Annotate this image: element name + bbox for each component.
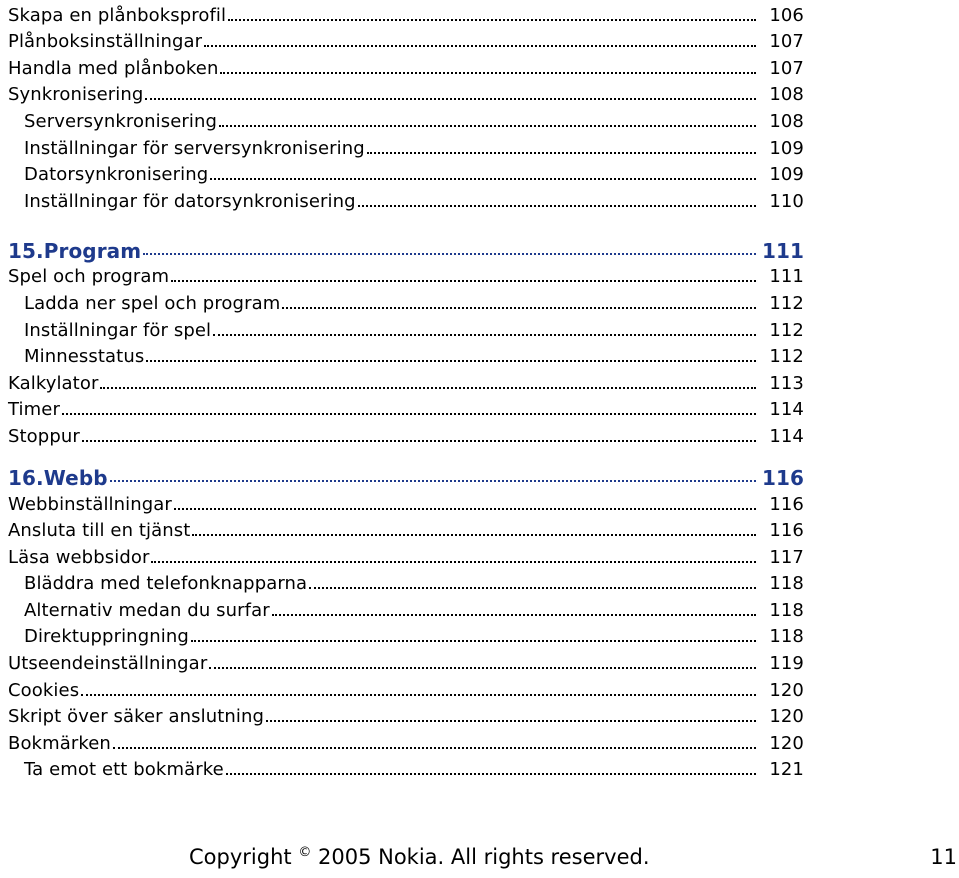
toc-entry-page-number: 116	[769, 520, 804, 542]
dot-leader	[209, 667, 756, 669]
toc-entry-page-number: 112	[769, 346, 804, 368]
toc-entry[interactable]	[8, 489, 804, 516]
dot-leader	[266, 720, 756, 722]
toc-entry-title: Skript över säker anslutning	[8, 706, 265, 728]
toc-entry-title: Serversynkronisering	[24, 110, 218, 132]
toc-entry[interactable]	[8, 755, 804, 782]
dot-leader	[113, 747, 756, 749]
table-of-contents	[8, 0, 804, 781]
toc-entry-title: Plånboksinställningar	[8, 31, 203, 53]
toc-entry[interactable]	[8, 516, 804, 543]
toc-entry[interactable]	[8, 27, 804, 54]
toc-entry-title: Inställningar för datorsynkronisering	[24, 190, 356, 212]
copyright-notice	[189, 845, 650, 869]
toc-entry[interactable]	[8, 262, 804, 289]
toc-entry-title: Webbinställningar	[8, 493, 172, 515]
toc-entry-page-number: 107	[769, 57, 804, 79]
dot-leader	[367, 152, 756, 154]
toc-entry-page-number: 118	[769, 626, 804, 648]
dot-leader	[358, 205, 756, 207]
toc-entry-page-number: 111	[769, 266, 804, 288]
toc-entry-page-number: 112	[769, 319, 804, 341]
dot-leader	[213, 334, 756, 336]
toc-entry-title: Alternativ medan du surfar	[24, 599, 270, 621]
dot-leader	[145, 98, 756, 100]
toc-chapter-heading[interactable]	[8, 230, 804, 262]
toc-entry-title: Inställningar för serversynkronisering	[24, 137, 365, 159]
page-footer	[0, 843, 959, 877]
toc-entry-page-number: 109	[769, 137, 804, 159]
toc-entry-page-number: 108	[769, 84, 804, 106]
dot-leader	[81, 694, 756, 696]
toc-entry-page-number: 113	[769, 372, 804, 394]
toc-entry[interactable]	[8, 0, 804, 27]
toc-entry[interactable]	[8, 421, 804, 448]
toc-entry-page-number: 118	[769, 573, 804, 595]
dot-leader	[151, 561, 756, 563]
toc-entry-title: 15.Program	[8, 238, 142, 263]
toc-entry-page-number: 121	[769, 759, 804, 781]
toc-entry-page-number: 114	[769, 399, 804, 421]
dot-leader	[82, 440, 756, 442]
dot-leader	[100, 387, 756, 389]
dot-leader	[191, 640, 756, 642]
toc-entry-page-number: 109	[769, 164, 804, 186]
dot-leader	[220, 72, 756, 74]
toc-entry-title: Skapa en plånboksprofil	[8, 4, 227, 26]
toc-entry-page-number: 120	[769, 732, 804, 754]
toc-entry-title: Spel och program	[8, 266, 170, 288]
toc-entry[interactable]	[8, 542, 804, 569]
toc-entry[interactable]	[8, 186, 804, 213]
toc-entry[interactable]	[8, 675, 804, 702]
toc-entry-title: Minnesstatus	[24, 346, 145, 368]
toc-entry[interactable]	[8, 80, 804, 107]
toc-entry[interactable]	[8, 569, 804, 596]
toc-entry-page-number: 106	[769, 4, 804, 26]
toc-entry-page-number: 110	[769, 190, 804, 212]
toc-chapter-heading[interactable]	[8, 463, 804, 489]
dot-leader	[171, 280, 756, 282]
toc-entry[interactable]	[8, 648, 804, 675]
toc-entry-title: Ladda ner spel och program	[24, 292, 281, 314]
dot-leader	[226, 773, 756, 775]
toc-entry[interactable]	[8, 368, 804, 395]
toc-entry[interactable]	[8, 342, 804, 369]
toc-entry-title: Datorsynkronisering	[24, 164, 209, 186]
toc-entry[interactable]	[8, 288, 804, 315]
toc-entry-title: Ansluta till en tjänst	[8, 520, 191, 542]
toc-entry-title: Läsa webbsidor	[8, 546, 150, 568]
toc-entry-title: Timer	[8, 399, 60, 421]
dot-leader	[146, 360, 756, 362]
dot-leader	[62, 413, 756, 415]
toc-entry-page-number: 120	[769, 706, 804, 728]
dot-leader	[219, 125, 756, 127]
copyright-text: 2005 Nokia. All rights reserved.	[318, 845, 650, 869]
toc-entry[interactable]	[8, 106, 804, 133]
dot-leader	[282, 307, 756, 309]
dot-leader	[110, 480, 756, 482]
toc-entry-page-number: 119	[769, 653, 804, 675]
toc-entry-title: 16.Webb	[8, 465, 108, 490]
toc-entry-page-number: 108	[769, 110, 804, 132]
toc-entry[interactable]	[8, 315, 804, 342]
toc-entry-page-number: 118	[769, 599, 804, 621]
dot-leader	[228, 19, 756, 21]
toc-entry-page-number: 120	[769, 679, 804, 701]
toc-entry-page-number: 112	[769, 292, 804, 314]
toc-entry-title: Bläddra med telefonknapparna	[24, 573, 308, 595]
toc-entry[interactable]	[8, 728, 804, 755]
toc-entry-page-number: 116	[762, 465, 805, 490]
toc-entry-title: Inställningar för spel	[24, 319, 212, 341]
toc-entry-title: Ta emot ett bokmärke	[24, 759, 224, 781]
toc-entry-title: Synkronisering	[8, 84, 144, 106]
dot-leader	[143, 253, 756, 255]
toc-entry-title: Kalkylator	[8, 372, 99, 394]
toc-entry[interactable]	[8, 133, 804, 160]
toc-entry-title: Utseendeinställningar	[8, 653, 208, 675]
toc-entry-page-number: 116	[769, 493, 804, 515]
copyright-prefix: Copyright	[189, 845, 292, 869]
toc-entry-title: Cookies	[8, 679, 80, 701]
toc-entry[interactable]	[8, 395, 804, 422]
toc-entry[interactable]	[8, 53, 804, 80]
dot-leader	[204, 45, 756, 47]
dot-leader	[192, 534, 756, 536]
toc-entry-title: Stoppur	[8, 425, 80, 447]
toc-entry[interactable]	[8, 622, 804, 649]
toc-entry-page-number: 111	[762, 238, 805, 263]
toc-entry-page-number: 107	[769, 31, 804, 53]
copyright-symbol: ©	[298, 845, 312, 860]
toc-entry-title: Direktuppringning	[24, 626, 189, 648]
dot-leader	[174, 508, 756, 510]
page-number: 11	[930, 845, 957, 869]
dot-leader	[272, 614, 756, 616]
toc-entry-page-number: 117	[769, 546, 804, 568]
toc-entry-title: Handla med plånboken	[8, 57, 219, 79]
toc-entry[interactable]	[8, 702, 804, 729]
toc-entry[interactable]	[8, 160, 804, 187]
toc-entry[interactable]	[8, 595, 804, 622]
dot-leader	[210, 178, 756, 180]
toc-entry-page-number: 114	[769, 425, 804, 447]
dot-leader	[309, 587, 756, 589]
toc-entry-title: Bokmärken	[8, 732, 111, 754]
